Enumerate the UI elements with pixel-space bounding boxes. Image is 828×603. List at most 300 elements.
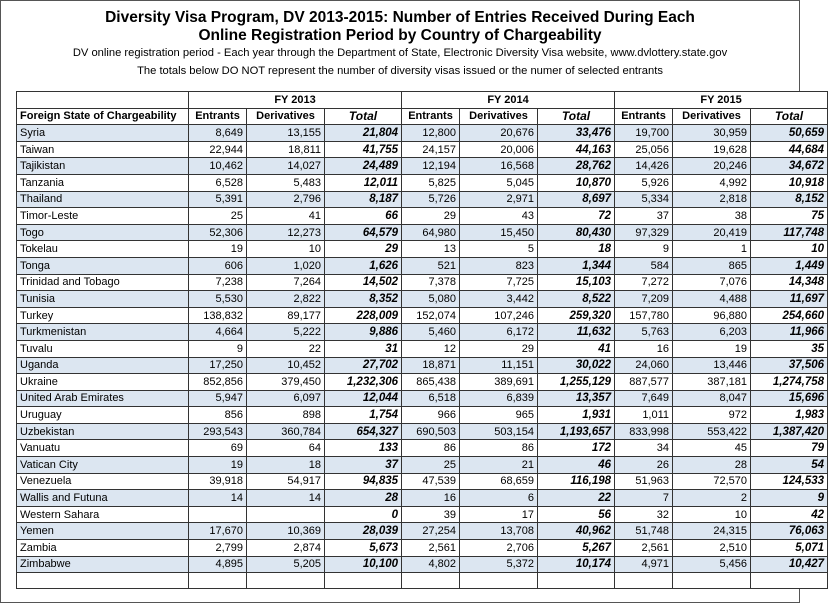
derivatives-cell: 865 (673, 257, 751, 274)
entrants-cell: 19 (189, 457, 247, 474)
derivatives-cell: 2,818 (673, 191, 751, 208)
entrants-cell: 16 (615, 340, 673, 357)
total-cell: 31 (325, 340, 402, 357)
title-line-1: Diversity Visa Program, DV 2013-2015: Number of Entries Received During Each (105, 9, 695, 26)
total-cell: 8,522 (538, 291, 615, 308)
derivatives-cell: 45 (673, 440, 751, 457)
table-row (17, 423, 828, 440)
total-cell: 10,427 (751, 556, 828, 573)
corner-cell (17, 92, 189, 109)
entrants-cell: 25,056 (615, 141, 673, 158)
total-cell: 13,357 (538, 390, 615, 407)
entrants-cell: 606 (189, 257, 247, 274)
total-cell: 8,152 (751, 191, 828, 208)
derivatives-cell: 503,154 (460, 423, 538, 440)
empty-cell (325, 573, 402, 589)
derivatives-cell: 10,369 (247, 523, 325, 540)
total-cell: 76,063 (751, 523, 828, 540)
entrants-cell: 34 (615, 440, 673, 457)
total-cell: 1,255,129 (538, 374, 615, 391)
total-cell: 133 (325, 440, 402, 457)
country-cell: Western Sahara (17, 506, 189, 523)
subtitle-registration: DV online registration period - Each year through the Department of State, Electronic Diversity Visa website, www.dvlottery.state.gov (72, 47, 728, 59)
total-cell: 29 (325, 241, 402, 258)
country-cell: United Arab Emirates (17, 390, 189, 407)
total-cell: 11,966 (751, 324, 828, 341)
empty-cell (460, 573, 538, 589)
entrants-cell: 690,503 (402, 423, 460, 440)
total-cell: 54 (751, 457, 828, 474)
country-cell: Syria (17, 125, 189, 142)
derivatives-cell: 5 (460, 241, 538, 258)
derivatives-cell: 64 (247, 440, 325, 457)
total-cell: 50,659 (751, 125, 828, 142)
total-cell: 10,870 (538, 174, 615, 191)
table-row (17, 540, 828, 557)
derivatives-header: Derivatives (460, 108, 538, 125)
table-row (17, 523, 828, 540)
total-cell: 124,533 (751, 473, 828, 490)
entrants-cell: 64,980 (402, 224, 460, 241)
entrants-cell: 7,649 (615, 390, 673, 407)
derivatives-cell: 5,456 (673, 556, 751, 573)
country-cell: Trinidad and Tobago (17, 274, 189, 291)
derivatives-cell: 15,450 (460, 224, 538, 241)
entrants-cell (189, 506, 247, 523)
entrants-cell: 27,254 (402, 523, 460, 540)
derivatives-cell: 360,784 (247, 423, 325, 440)
country-cell: Venezuela (17, 473, 189, 490)
total-cell: 80,430 (538, 224, 615, 241)
entrants-cell: 5,825 (402, 174, 460, 191)
table-row (17, 291, 828, 308)
derivatives-cell: 20,676 (460, 125, 538, 142)
derivatives-cell: 5,483 (247, 174, 325, 191)
derivatives-cell: 13,708 (460, 523, 538, 540)
entrants-cell: 7,238 (189, 274, 247, 291)
total-cell: 15,696 (751, 390, 828, 407)
country-cell: Timor-Leste (17, 208, 189, 225)
total-cell: 11,632 (538, 324, 615, 341)
total-cell: 30,022 (538, 357, 615, 374)
total-cell: 10,174 (538, 556, 615, 573)
entrants-cell: 157,780 (615, 307, 673, 324)
year-header-2014: FY 2014 (402, 92, 615, 109)
empty-cell (189, 573, 247, 589)
entrants-cell: 7,272 (615, 274, 673, 291)
derivatives-cell: 965 (460, 407, 538, 424)
derivatives-cell: 20,246 (673, 158, 751, 175)
year-header-2013: FY 2013 (189, 92, 402, 109)
year-header-2015: FY 2015 (615, 92, 828, 109)
derivatives-cell: 68,659 (460, 473, 538, 490)
empty-cell (402, 573, 460, 589)
entrants-cell: 24,060 (615, 357, 673, 374)
total-cell: 72 (538, 208, 615, 225)
derivatives-cell: 6,097 (247, 390, 325, 407)
country-cell: Tonga (17, 257, 189, 274)
entrants-cell: 1,011 (615, 407, 673, 424)
entrants-header: Entrants (189, 108, 247, 125)
entrants-cell: 833,998 (615, 423, 673, 440)
total-cell: 37,506 (751, 357, 828, 374)
blank-row (17, 573, 828, 589)
entrants-cell: 8,649 (189, 125, 247, 142)
entrants-cell: 10,462 (189, 158, 247, 175)
derivatives-header: Derivatives (673, 108, 751, 125)
country-cell: Turkmenistan (17, 324, 189, 341)
total-cell: 75 (751, 208, 828, 225)
total-cell: 28 (325, 490, 402, 507)
country-cell: Uruguay (17, 407, 189, 424)
table-row (17, 224, 828, 241)
derivatives-cell: 16,568 (460, 158, 538, 175)
empty-cell (538, 573, 615, 589)
derivatives-cell: 41 (247, 208, 325, 225)
entrants-cell: 5,391 (189, 191, 247, 208)
derivatives-cell: 2,796 (247, 191, 325, 208)
total-header: Total (325, 108, 402, 125)
derivatives-cell: 1 (673, 241, 751, 258)
entrants-cell: 39,918 (189, 473, 247, 490)
derivatives-cell: 6,203 (673, 324, 751, 341)
entrants-header: Entrants (402, 108, 460, 125)
derivatives-cell (247, 506, 325, 523)
total-cell: 117,748 (751, 224, 828, 241)
title-line-2: Online Registration Period by Country of Chargeability (198, 27, 602, 44)
country-cell: Tunisia (17, 291, 189, 308)
country-cell: Turkey (17, 307, 189, 324)
derivatives-cell: 13,446 (673, 357, 751, 374)
entrants-cell: 51,963 (615, 473, 673, 490)
total-cell: 5,071 (751, 540, 828, 557)
entries-table (16, 91, 828, 589)
table-row (17, 357, 828, 374)
entrants-cell: 17,250 (189, 357, 247, 374)
table-row (17, 208, 828, 225)
derivatives-cell: 2,874 (247, 540, 325, 557)
total-cell: 28,762 (538, 158, 615, 175)
derivatives-cell: 13,155 (247, 125, 325, 142)
entrants-cell: 9 (615, 241, 673, 258)
entrants-cell: 37 (615, 208, 673, 225)
total-cell: 8,187 (325, 191, 402, 208)
entrants-cell: 19 (189, 241, 247, 258)
derivatives-cell: 2,510 (673, 540, 751, 557)
entrants-cell: 4,895 (189, 556, 247, 573)
total-cell: 10 (751, 241, 828, 258)
derivatives-cell: 43 (460, 208, 538, 225)
total-cell: 40,962 (538, 523, 615, 540)
entrants-cell: 14,426 (615, 158, 673, 175)
empty-cell (247, 573, 325, 589)
derivatives-header: Derivatives (247, 108, 325, 125)
total-header: Total (538, 108, 615, 125)
country-cell: Togo (17, 224, 189, 241)
entrants-cell: 865,438 (402, 374, 460, 391)
derivatives-cell: 19 (673, 340, 751, 357)
derivatives-cell: 30,959 (673, 125, 751, 142)
table-row (17, 556, 828, 573)
derivatives-cell: 96,880 (673, 307, 751, 324)
total-cell: 22 (538, 490, 615, 507)
entrants-cell: 7,209 (615, 291, 673, 308)
derivatives-cell: 72,570 (673, 473, 751, 490)
derivatives-cell: 29 (460, 340, 538, 357)
country-cell: Wallis and Futuna (17, 490, 189, 507)
table-row (17, 473, 828, 490)
derivatives-cell: 21 (460, 457, 538, 474)
derivatives-cell: 2,971 (460, 191, 538, 208)
entrants-cell: 17,670 (189, 523, 247, 540)
total-cell: 79 (751, 440, 828, 457)
entrants-cell: 26 (615, 457, 673, 474)
derivatives-cell: 14 (247, 490, 325, 507)
derivatives-cell: 5,372 (460, 556, 538, 573)
total-cell: 1,449 (751, 257, 828, 274)
table-row (17, 141, 828, 158)
entrants-cell: 2,561 (402, 540, 460, 557)
total-cell: 27,702 (325, 357, 402, 374)
total-cell: 259,320 (538, 307, 615, 324)
table-row (17, 390, 828, 407)
total-cell: 12,044 (325, 390, 402, 407)
total-cell: 172 (538, 440, 615, 457)
derivatives-cell: 10,452 (247, 357, 325, 374)
entrants-cell: 86 (402, 440, 460, 457)
derivatives-cell: 8,047 (673, 390, 751, 407)
entrants-cell: 5,080 (402, 291, 460, 308)
derivatives-cell: 17 (460, 506, 538, 523)
entrants-cell: 6,518 (402, 390, 460, 407)
entrants-cell: 6,528 (189, 174, 247, 191)
table-row (17, 191, 828, 208)
derivatives-cell: 553,422 (673, 423, 751, 440)
entrants-cell: 4,971 (615, 556, 673, 573)
total-cell: 12,011 (325, 174, 402, 191)
table-row (17, 324, 828, 341)
total-cell: 1,931 (538, 407, 615, 424)
derivatives-cell: 1,020 (247, 257, 325, 274)
entrants-cell: 32 (615, 506, 673, 523)
entrants-cell: 584 (615, 257, 673, 274)
total-cell: 21,804 (325, 125, 402, 142)
total-header: Total (751, 108, 828, 125)
country-column-header: Foreign State of Chargeability (17, 108, 189, 125)
total-cell: 1,983 (751, 407, 828, 424)
country-cell: Vanuatu (17, 440, 189, 457)
entrants-cell: 69 (189, 440, 247, 457)
derivatives-cell: 389,691 (460, 374, 538, 391)
entrants-cell: 5,530 (189, 291, 247, 308)
derivatives-cell: 823 (460, 257, 538, 274)
entrants-cell: 7,378 (402, 274, 460, 291)
entrants-cell: 5,334 (615, 191, 673, 208)
entrants-cell: 13 (402, 241, 460, 258)
total-cell: 1,754 (325, 407, 402, 424)
table-row (17, 340, 828, 357)
derivatives-cell: 28 (673, 457, 751, 474)
entrants-cell: 7 (615, 490, 673, 507)
derivatives-cell: 38 (673, 208, 751, 225)
entrants-cell: 2,561 (615, 540, 673, 557)
empty-cell (17, 573, 189, 589)
table-row (17, 490, 828, 507)
country-cell: Vatican City (17, 457, 189, 474)
entrants-cell: 22,944 (189, 141, 247, 158)
entrants-cell: 19,700 (615, 125, 673, 142)
total-cell: 42 (751, 506, 828, 523)
entrants-cell: 14 (189, 490, 247, 507)
total-cell: 64,579 (325, 224, 402, 241)
total-cell: 0 (325, 506, 402, 523)
entrants-cell: 51,748 (615, 523, 673, 540)
country-cell: Tokelau (17, 241, 189, 258)
derivatives-cell: 54,917 (247, 473, 325, 490)
entrants-cell: 97,329 (615, 224, 673, 241)
total-cell: 34,672 (751, 158, 828, 175)
entrants-cell: 12,194 (402, 158, 460, 175)
derivatives-cell: 10 (247, 241, 325, 258)
total-cell: 46 (538, 457, 615, 474)
table-body (17, 125, 828, 589)
total-cell: 1,232,306 (325, 374, 402, 391)
entrants-cell: 5,926 (615, 174, 673, 191)
total-cell: 1,626 (325, 257, 402, 274)
country-cell: Uganda (17, 357, 189, 374)
derivatives-cell: 5,205 (247, 556, 325, 573)
total-cell: 15,103 (538, 274, 615, 291)
total-cell: 11,697 (751, 291, 828, 308)
derivatives-cell: 4,992 (673, 174, 751, 191)
total-cell: 33,476 (538, 125, 615, 142)
entrants-cell: 966 (402, 407, 460, 424)
total-cell: 5,673 (325, 540, 402, 557)
entrants-cell: 887,577 (615, 374, 673, 391)
derivatives-cell: 10 (673, 506, 751, 523)
country-cell: Tanzania (17, 174, 189, 191)
derivatives-cell: 7,725 (460, 274, 538, 291)
derivatives-cell: 12,273 (247, 224, 325, 241)
derivatives-cell: 20,419 (673, 224, 751, 241)
derivatives-cell: 3,442 (460, 291, 538, 308)
derivatives-cell: 2 (673, 490, 751, 507)
total-cell: 5,267 (538, 540, 615, 557)
total-cell: 41 (538, 340, 615, 357)
derivatives-cell: 6,172 (460, 324, 538, 341)
table-row (17, 158, 828, 175)
country-cell: Yemen (17, 523, 189, 540)
total-cell: 94,835 (325, 473, 402, 490)
entrants-cell: 293,543 (189, 423, 247, 440)
total-cell: 654,327 (325, 423, 402, 440)
derivatives-cell: 379,450 (247, 374, 325, 391)
total-cell: 8,697 (538, 191, 615, 208)
total-cell: 24,489 (325, 158, 402, 175)
entrants-cell: 16 (402, 490, 460, 507)
table-row (17, 407, 828, 424)
total-cell: 14,502 (325, 274, 402, 291)
total-cell: 8,352 (325, 291, 402, 308)
total-cell: 44,684 (751, 141, 828, 158)
entrants-cell: 5,726 (402, 191, 460, 208)
entrants-cell: 521 (402, 257, 460, 274)
derivatives-cell: 4,488 (673, 291, 751, 308)
entrants-cell: 39 (402, 506, 460, 523)
table-row (17, 440, 828, 457)
total-cell: 9 (751, 490, 828, 507)
derivatives-cell: 5,045 (460, 174, 538, 191)
entrants-cell: 47,539 (402, 473, 460, 490)
derivatives-cell: 20,006 (460, 141, 538, 158)
entrants-cell: 25 (189, 208, 247, 225)
total-cell: 10,100 (325, 556, 402, 573)
country-cell: Tuvalu (17, 340, 189, 357)
derivatives-cell: 14,027 (247, 158, 325, 175)
total-cell: 1,344 (538, 257, 615, 274)
derivatives-cell: 5,222 (247, 324, 325, 341)
total-cell: 1,387,420 (751, 423, 828, 440)
derivatives-cell: 89,177 (247, 307, 325, 324)
total-cell: 228,009 (325, 307, 402, 324)
empty-cell (673, 573, 751, 589)
entrants-cell: 25 (402, 457, 460, 474)
derivatives-cell: 6 (460, 490, 538, 507)
total-cell: 41,755 (325, 141, 402, 158)
derivatives-cell: 7,264 (247, 274, 325, 291)
derivatives-cell: 19,628 (673, 141, 751, 158)
total-cell: 14,348 (751, 274, 828, 291)
entrants-cell: 12 (402, 340, 460, 357)
entrants-cell: 24,157 (402, 141, 460, 158)
country-cell: Zimbabwe (17, 556, 189, 573)
entrants-cell: 18,871 (402, 357, 460, 374)
derivatives-cell: 2,706 (460, 540, 538, 557)
total-cell: 1,193,657 (538, 423, 615, 440)
table-row (17, 307, 828, 324)
table-row (17, 174, 828, 191)
entrants-cell: 2,799 (189, 540, 247, 557)
table-row (17, 506, 828, 523)
total-cell: 37 (325, 457, 402, 474)
derivatives-cell: 18,811 (247, 141, 325, 158)
country-cell: Thailand (17, 191, 189, 208)
total-cell: 116,198 (538, 473, 615, 490)
entrants-cell: 29 (402, 208, 460, 225)
country-cell: Ukraine (17, 374, 189, 391)
entrants-cell: 138,832 (189, 307, 247, 324)
table-row (17, 125, 828, 142)
empty-cell (751, 573, 828, 589)
total-cell: 9,886 (325, 324, 402, 341)
entrants-header: Entrants (615, 108, 673, 125)
table-row (17, 274, 828, 291)
derivatives-cell: 18 (247, 457, 325, 474)
entrants-cell: 5,947 (189, 390, 247, 407)
country-cell: Zambia (17, 540, 189, 557)
country-cell: Uzbekistan (17, 423, 189, 440)
entrants-cell: 152,074 (402, 307, 460, 324)
total-cell: 35 (751, 340, 828, 357)
derivatives-cell: 107,246 (460, 307, 538, 324)
table-row (17, 457, 828, 474)
entrants-cell: 9 (189, 340, 247, 357)
total-cell: 18 (538, 241, 615, 258)
total-cell: 1,274,758 (751, 374, 828, 391)
subtitle-disclaimer: The totals below DO NOT represent the number of diversity visas issued or the numer of selected entrants (137, 65, 663, 77)
derivatives-cell: 972 (673, 407, 751, 424)
entrants-cell: 4,802 (402, 556, 460, 573)
